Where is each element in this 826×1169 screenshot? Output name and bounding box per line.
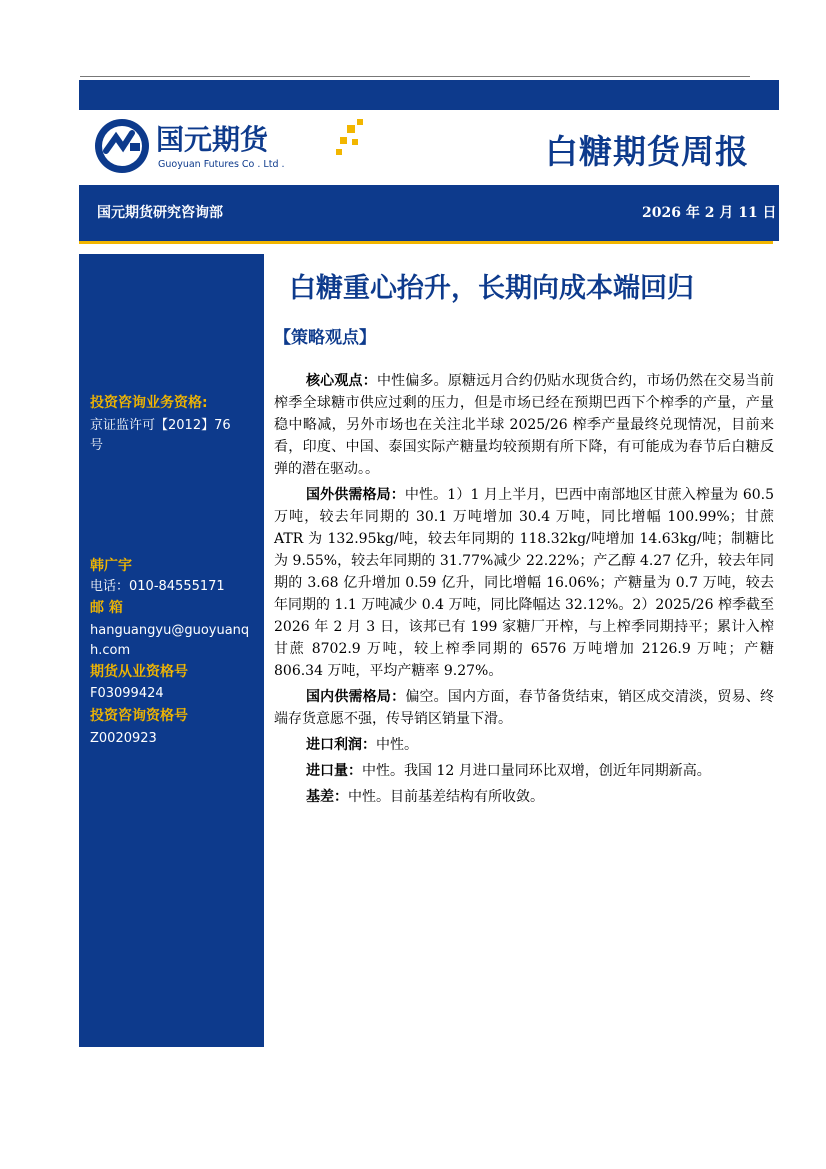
- paragraph-text: 中性。目前基差结构有所收敛。: [348, 789, 544, 805]
- logo-text-cn: 国元期货: [156, 123, 269, 156]
- paragraph-import-volume: [274, 760, 774, 782]
- strategy-body: [274, 370, 774, 812]
- license-title: 投资咨询业务资格:: [90, 395, 208, 411]
- top-rule: [80, 76, 750, 77]
- email-label: 邮 箱: [90, 600, 123, 616]
- section-title: 【策略观点】: [274, 328, 376, 348]
- futures-cert-number: F03099424: [90, 686, 164, 701]
- analyst-name: 韩广宇: [90, 558, 132, 574]
- paragraph-import-profit: [274, 734, 774, 756]
- company-logo: [92, 115, 372, 177]
- email-line-2: h.com: [90, 643, 131, 658]
- paragraph-basis: [274, 786, 774, 808]
- advisory-cert-number: Z0020923: [90, 731, 157, 746]
- report-date: 2026 年 2 月 11 日: [642, 205, 777, 221]
- report-title: 白糖期货周报: [545, 132, 749, 171]
- email-line-1: hanguangyu@guoyuanq: [90, 623, 250, 638]
- advisory-cert-label: 投资咨询资格号: [90, 708, 188, 724]
- paragraph-text: 中性。我国 12 月进口量同环比双增，创近年同期新高。: [362, 763, 711, 779]
- license-line-1: 京证监许可【2012】76: [90, 418, 231, 433]
- department-label: 国元期货研究咨询部: [97, 205, 223, 221]
- futures-cert-label: 期货从业资格号: [90, 664, 188, 680]
- logo-emblem-icon: [92, 115, 372, 177]
- headline: 白糖重心抬升，长期向成本端回归: [289, 273, 694, 304]
- paragraph-label: 进口利润：: [306, 737, 376, 753]
- paragraph-label: 基差：: [306, 789, 348, 805]
- logo-text-en: Guoyuan Futures Co . Ltd .: [158, 159, 285, 170]
- paragraph-label: 核心观点：: [306, 373, 377, 389]
- paragraph-label: 进口量：: [306, 763, 362, 779]
- paragraph-domestic-supply: [274, 686, 774, 730]
- paragraph-text: 中性。: [376, 737, 418, 753]
- paragraph-text: 偏空。国内方面，春节备货结束，销区成交清淡，贸易、终端存货意愿不强，传导销区销量下滑。: [274, 689, 774, 727]
- analyst-phone: 电话：010-84555171: [90, 579, 225, 594]
- paragraph-core-view: [274, 370, 774, 480]
- paragraph-label: 国外供需格局：: [306, 487, 405, 503]
- paragraph-text: 中性偏多。原糖远月合约仍贴水现货合约，市场仍然在交易当前榨季全球糖市供应过剩的压力，但是市场已经在预期巴西下个榨季的产量，产量稳中略减，另外市场也在关注北半球 2025/26 榨季产量最终兑现情况，目前来看，印度、中国、泰国实际产糖量均较预期有所下降，有可能成为春节后白糖反弹的潜在驱动。。: [274, 373, 774, 477]
- license-line-2: 号: [90, 438, 104, 453]
- paragraph-text: 中性。1）1 月上半月，巴西中南部地区甘蔗入榨量为 60.5 万吨，较去年同期的 30.1 万吨增加 30.4 万吨，同比增幅 100.99%；甘蔗 ATR 为 132.95kg/吨，较去年同期的 118.32kg/吨增加 14.63kg/吨；制糖比为 9.55%，较去年同期的 31.77%减少 22.22%；产乙醇 4.27 亿升，较去年同期的 3.68 亿升增加 0.59 亿升，同比增幅 16.06%；产糖量为 0.7 万吨，较去年同期的 1.1 万吨减少 0.4 万吨，同比降幅达 32.12%。2）2025/26 榨季截至 2026 年 2 月 3 日，该邦已有 199 家糖厂开榨，与上榨季同期持平；累计入榨甘蔗 8702.9 万吨，较上榨季同期的 6576 万吨增加 2126.9 万吨；产糖 806.34 万吨，平均产糖率 9.27%。: [274, 487, 775, 679]
- paragraph-label: 国内供需格局：: [306, 689, 406, 705]
- paragraph-overseas-supply: [274, 484, 774, 682]
- gold-divider: [79, 241, 773, 244]
- header-band: [79, 80, 779, 110]
